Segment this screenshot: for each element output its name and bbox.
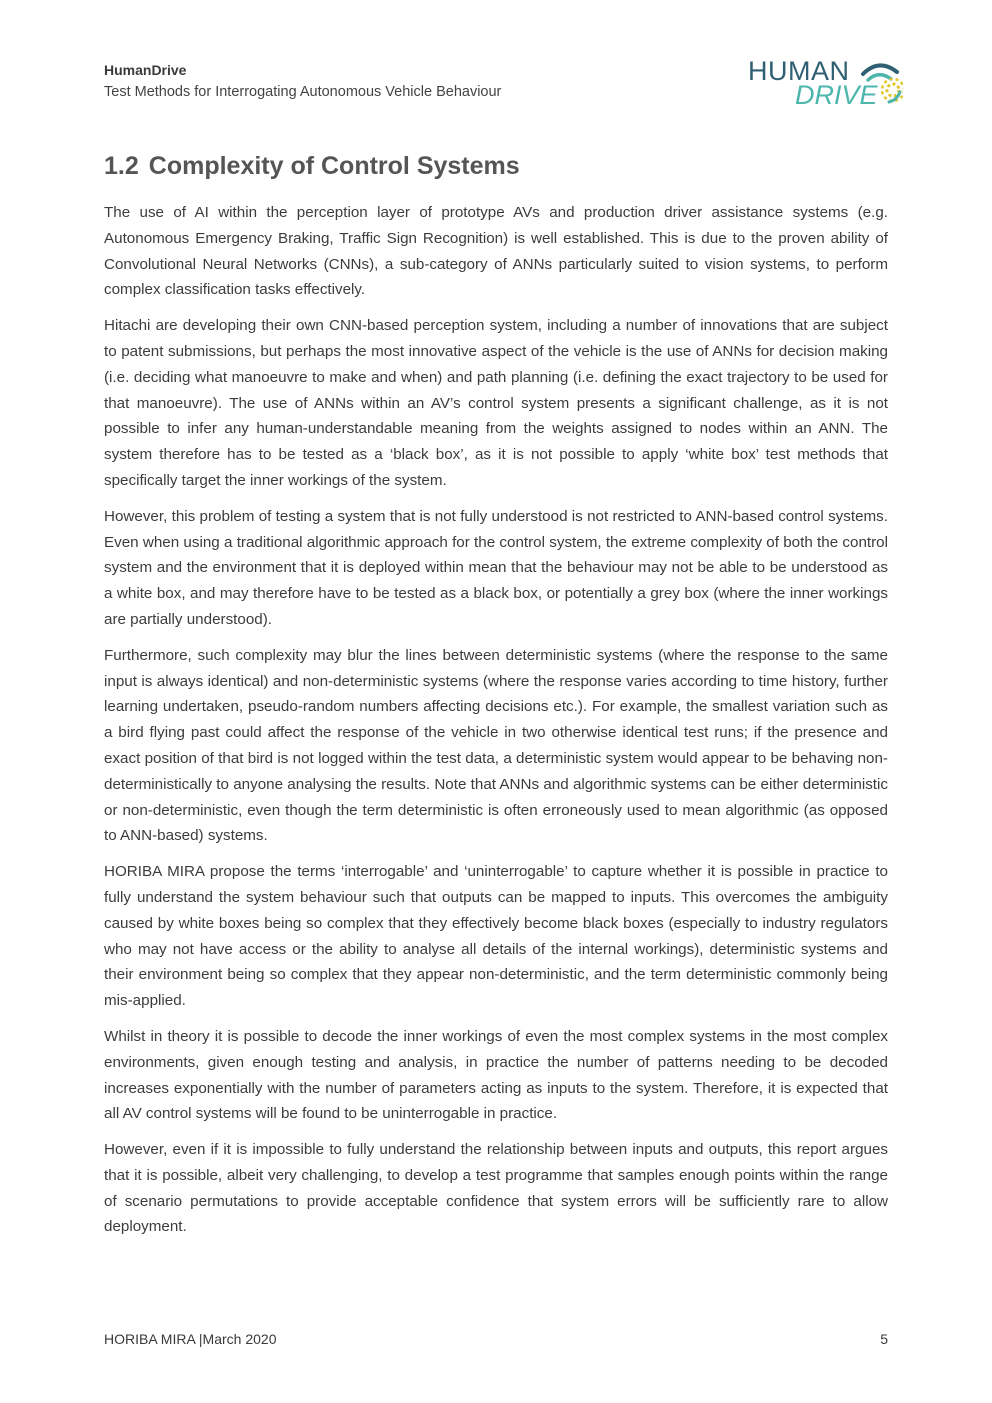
humandrive-logo: [748, 56, 908, 112]
paragraph-interrogable: HORIBA MIRA propose the terms ‘interrogable’ and ‘uninterrogable’ to capture whether it is possible in practice to fully understand the system behaviour such that outputs can be mapped to inputs. This overcomes the ambiguity caused by white boxes being so complex that they effectively become black boxes (especially to industry regulators who may not have access or the ability to analyse all details of the internal workings), deterministic systems and their environment being so complex that they appear non-deterministic, and the term deterministic commonly being mis-applied.: [104, 863, 888, 1010]
header-document-title: Test Methods for Interrogating Autonomous Vehicle Behaviour: [104, 84, 502, 100]
header-project-name: HumanDrive: [104, 62, 187, 78]
page-number: 5: [880, 1331, 888, 1347]
main-content: [104, 148, 888, 1250]
page-footer: [104, 1329, 888, 1349]
section-heading: [104, 148, 888, 184]
paragraph-determinism: Furthermore, such complexity may blur the lines between deterministic systems (where the response to the same input is always identical) and non-deterministic systems (where the response varies according to time history, further learning undertaken, pseudo-random numbers affecting decisions etc.). For example, the smallest variation such as a bird flying past could affect the response of the vehicle in two otherwise identical test runs; if the presence and exact position of that bird is not logged within the test data, a deterministic system would appear to be behaving non-deterministically to anyone analysing the results. Note that ANNs and algorithmic systems can be either deterministic or non-deterministic, even though the term deterministic is often erroneously used to mean algorithmic (as opposed to ANN-based) systems.: [104, 646, 888, 845]
section-number: 1.2: [104, 152, 139, 180]
footer-organisation-date: HORIBA MIRA |March 2020: [104, 1331, 277, 1347]
logo-text-drive: DRIVE: [795, 80, 878, 110]
paragraph-test-programme: However, even if it is impossible to fully understand the relationship between inputs and outputs, this report argues that it is possible, albeit very challenging, to develop a test programme that samples enough points within the range of scenario permutations to provide acceptable confidence that system errors will be sufficiently rare to allow deployment.: [104, 1141, 888, 1236]
logo-text-human: HUMAN: [748, 56, 850, 86]
paragraph-hitachi-ann: Hitachi are developing their own CNN-based perception system, including a number of innovations that are subject to patent submissions, but perhaps the most innovative aspect of the vehicle is the use of ANNs for decision making (i.e. deciding what manoeuvre to make and when) and path planning (i.e. defining the exact trajectory to be used for that manoeuvre). The use of ANNs within an AV’s control system presents a significant challenge, as it is not possible to infer any human-understandable meaning from the weights assigned to nodes within an ANN. The system therefore has to be tested as a ‘black box’, as it is not possible to apply ‘white box’ test methods that specifically target the inner workings of the system.: [104, 317, 888, 489]
signal-waves-icon: [859, 60, 903, 108]
paragraph-testing-complexity: However, this problem of testing a system that is not fully understood is not restricted to ANN-based control systems. Even when using a traditional algorithmic approach for the control system, the extreme complexity of both the control system and the environment that it is deployed within mean that the behaviour may not be able to be understood as a white box, and may therefore have to be tested as a black box, or potentially a grey box (where the inner workings are partially understood).: [104, 507, 888, 628]
paragraph-ai-perception: The use of AI within the perception layer of prototype AVs and production driver assistance systems (e.g. Autonomous Emergency Braking, Traffic Sign Recognition) is well established. This is due to the proven ability of Convolutional Neural Networks (CNNs), a sub-category of ANNs particularly suited to vision systems, to perform complex classification tasks effectively.: [104, 204, 888, 299]
paragraph-decoding: Whilst in theory it is possible to decode the inner workings of even the most complex systems in the most complex environments, given enough testing and analysis, in practice the number of patterns needing to be decoded increases exponentially with the number of parameters acting as inputs to the system. Therefore, it is expected that all AV control systems will be found to be uninterrogable in practice.: [104, 1027, 888, 1123]
section-title: Complexity of Control Systems: [148, 152, 520, 180]
